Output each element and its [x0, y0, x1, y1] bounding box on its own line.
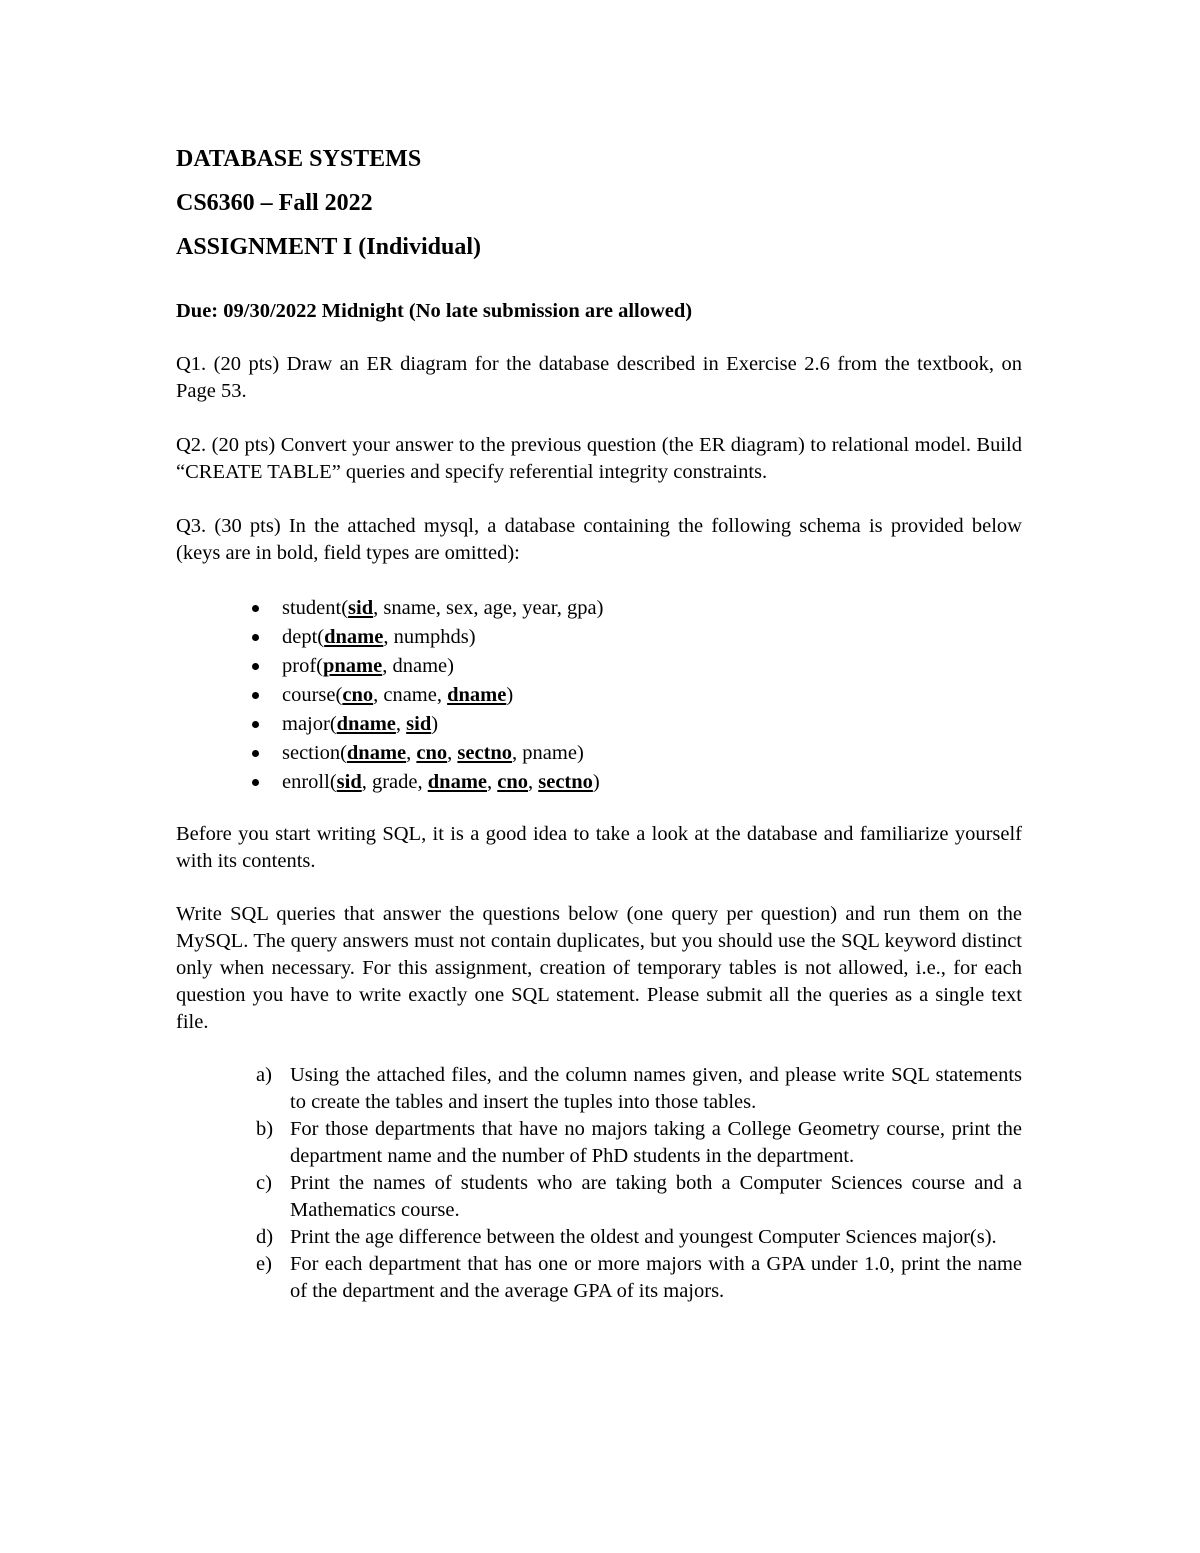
- table-name: section: [282, 742, 341, 764]
- table-name: prof: [282, 655, 317, 677]
- schema-item-course: course(cno, cname, dname): [176, 681, 1022, 710]
- bullet-icon: [252, 634, 259, 641]
- intro-paragraph: Before you start writing SQL, it is a good idea to take a look at the database and familiarize yourself with its contents.: [176, 823, 1022, 872]
- key-field: sid: [406, 713, 432, 735]
- task-label: e): [256, 1253, 272, 1275]
- question-3: Q3. (30 pts) In the attached mysql, a database containing the following schema is provided below (keys are in bold, field types are omitted):: [176, 515, 1022, 564]
- bullet-icon: [252, 750, 259, 757]
- table-name: dept: [282, 626, 318, 648]
- key-field: sid: [348, 597, 374, 619]
- key-field: cno: [416, 742, 448, 764]
- task-label: c): [256, 1172, 272, 1194]
- task-label: b): [256, 1118, 274, 1140]
- key-field: dname: [427, 771, 487, 793]
- course-title: DATABASE SYSTEMS: [176, 146, 422, 172]
- key-field: sid: [336, 771, 362, 793]
- bullet-icon: [252, 605, 259, 612]
- question-2: Q2. (20 pts) Convert your answer to the previous question (the ER diagram) to relational model. Build “CREATE TABLE” queries and specify referential integrity constraints.: [176, 434, 1022, 483]
- schema-item-prof: prof(pname, dname): [176, 652, 1022, 681]
- task-item: [176, 1251, 1022, 1305]
- instructions-paragraph: Write SQL queries that answer the questions below (one query per question) and run them on the MySQL. The query answers must not contain duplicates, but you should use the SQL keyword distinct only when necessary. For this assignment, creation of temporary tables is not allowed, i.e., for each question you have to write exactly one SQL statement. Please submit all the queries as a single text file.: [176, 903, 1022, 1033]
- task-item: [176, 1224, 1022, 1251]
- assignment-title: ASSIGNMENT I (Individual): [176, 234, 481, 260]
- field: pname: [522, 742, 577, 764]
- bullet-icon: [252, 779, 259, 786]
- task-text: Using the attached files, and the column names given, and please write SQL statements to create the tables and insert the tuples into those tables.: [290, 1064, 1022, 1113]
- key-field: pname: [322, 655, 383, 677]
- key-field: sectno: [538, 771, 593, 793]
- field: gpa: [567, 597, 597, 619]
- bullet-icon: [252, 692, 259, 699]
- task-text: Print the age difference between the oldest and youngest Computer Sciences major(s).: [290, 1226, 997, 1248]
- schema-item-section: section(dname, cno, sectno, pname): [176, 739, 1022, 768]
- field: year: [522, 597, 557, 619]
- key-field: cno: [342, 684, 374, 706]
- key-field: sectno: [457, 742, 513, 764]
- schema-item-major: major(dname, sid): [176, 710, 1022, 739]
- question-1: Q1. (20 pts) Draw an ER diagram for the database described in Exercise 2.6 from the textbook, on Page 53.: [176, 353, 1022, 402]
- schema-item-dept: dept(dname, numphds): [176, 623, 1022, 652]
- key-field: cno: [497, 771, 528, 793]
- bullet-icon: [252, 721, 259, 728]
- field: age: [483, 597, 513, 619]
- task-label: a): [256, 1064, 272, 1086]
- key-field: dname: [346, 742, 407, 764]
- task-item: [176, 1116, 1022, 1170]
- table-name: major: [282, 713, 330, 735]
- task-item: [176, 1170, 1022, 1224]
- field: sex: [446, 597, 474, 619]
- key-field: dname: [447, 684, 507, 706]
- field: numphds: [393, 626, 469, 648]
- due-date: Due: 09/30/2022 Midnight (No late submission are allowed): [176, 300, 693, 322]
- task-text: For each department that has one or more majors with a GPA under 1.0, print the name of the department and the average GPA of its majors.: [290, 1253, 1022, 1302]
- table-name: course: [282, 684, 336, 706]
- field: grade: [371, 771, 418, 793]
- key-field: dname: [336, 713, 396, 735]
- field: sname: [383, 597, 436, 619]
- field: cname: [383, 684, 437, 706]
- task-item: [176, 1062, 1022, 1116]
- bullet-icon: [252, 663, 259, 670]
- schema-list: [176, 594, 1022, 797]
- task-list: [176, 1062, 1022, 1305]
- schema-item-student: student(sid, sname, sex, age, year, gpa): [176, 594, 1022, 623]
- course-code: CS6360 – Fall 2022: [176, 190, 373, 216]
- key-field: dname: [324, 626, 384, 648]
- task-label: d): [256, 1226, 274, 1248]
- table-name: enroll: [282, 771, 330, 793]
- task-text: Print the names of students who are taking both a Computer Sciences course and a Mathematics course.: [290, 1172, 1022, 1221]
- table-name: student: [282, 597, 342, 619]
- schema-item-enroll: enroll(sid, grade, dname, cno, sectno): [176, 768, 1022, 797]
- document-content: [176, 145, 1022, 1305]
- task-text: For those departments that have no majors taking a College Geometry course, print the department name and the number of PhD students in the department.: [290, 1118, 1022, 1167]
- field: dname: [392, 655, 448, 677]
